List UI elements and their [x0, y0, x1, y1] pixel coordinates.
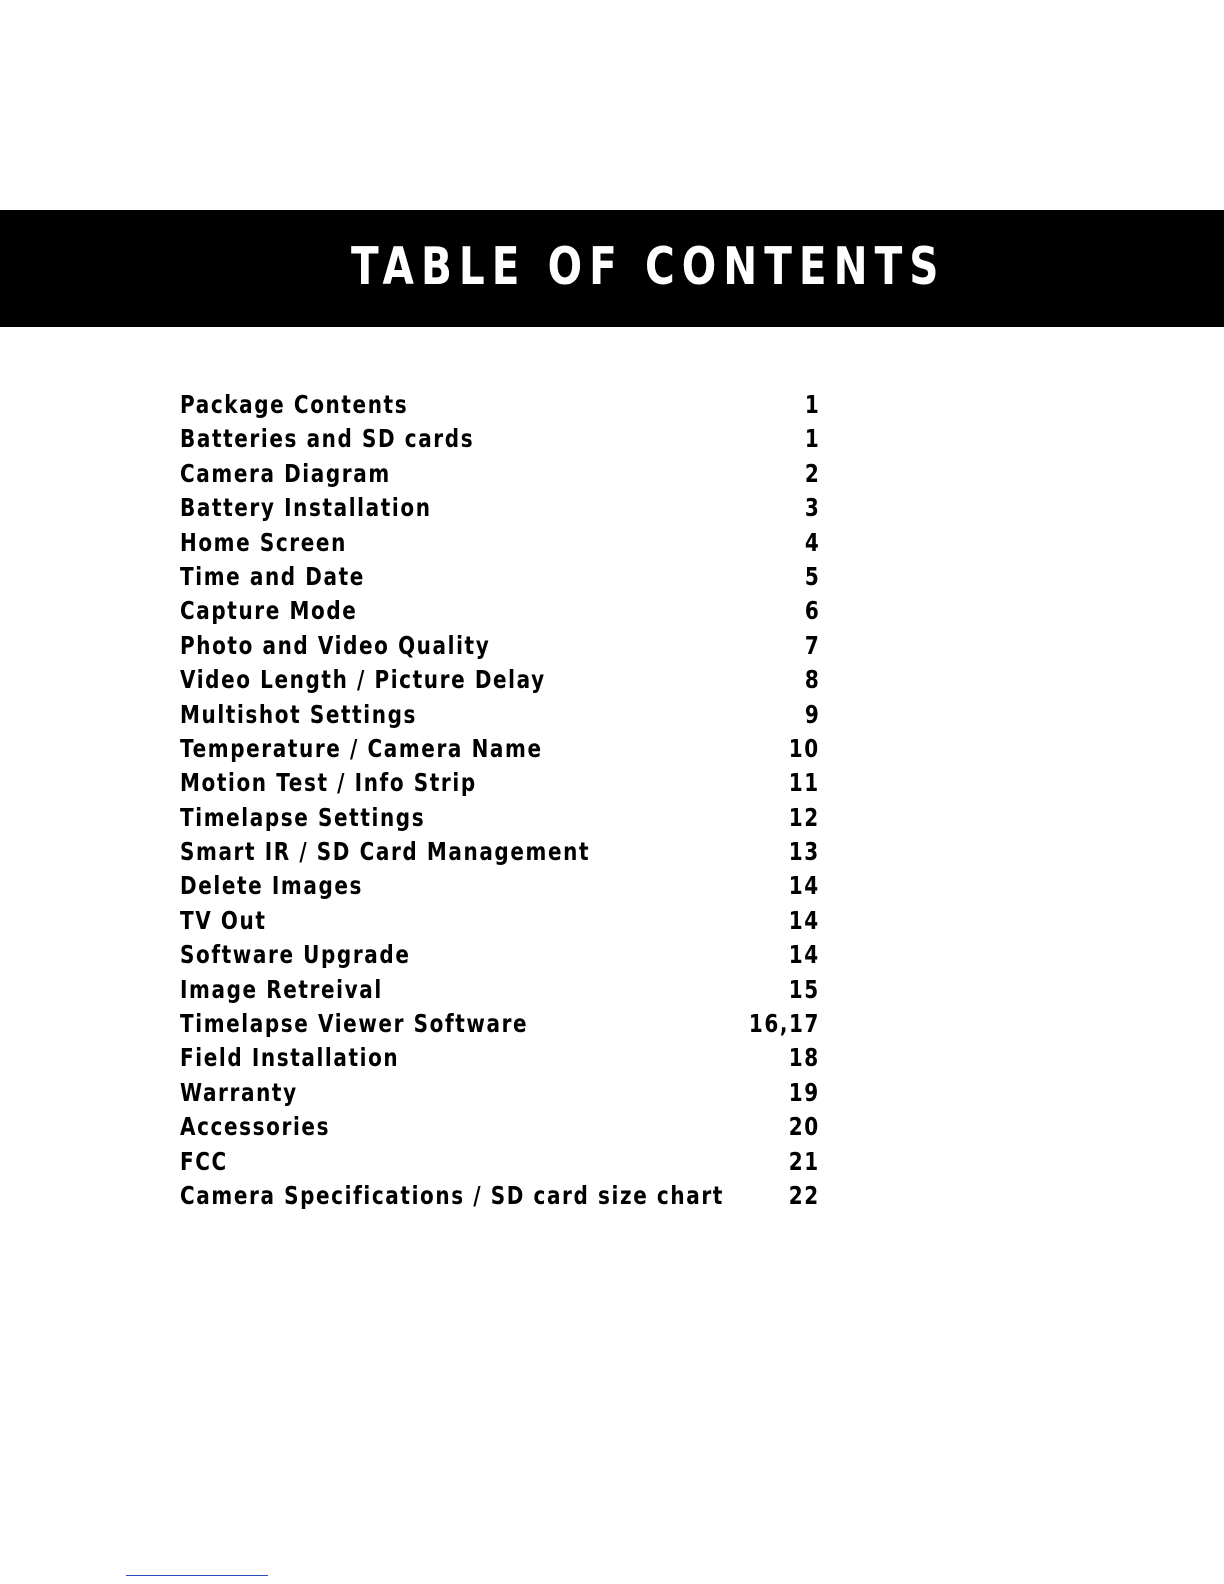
- toc-entry-page: 1: [804, 424, 820, 454]
- toc-entry-title: Photo and Video Quality: [180, 630, 491, 660]
- toc-entry-page: 7: [804, 630, 820, 660]
- toc-entry[interactable]: [180, 766, 830, 800]
- toc-entry-title: Camera Diagram: [180, 458, 391, 488]
- toc-entry[interactable]: [180, 457, 830, 491]
- toc-entry-page: 22: [788, 1180, 820, 1210]
- toc-entry[interactable]: [180, 732, 830, 766]
- title-band: [0, 210, 1224, 327]
- toc-entry-title: Home Screen: [180, 527, 347, 557]
- toc-entry-page: 20: [788, 1112, 820, 1142]
- toc-entry-title: TV Out: [180, 905, 267, 935]
- toc-entry-page: 14: [788, 905, 820, 935]
- toc-entry[interactable]: [180, 526, 830, 560]
- toc-entry-title: Warranty: [180, 1077, 298, 1107]
- toc-entry-title: Time and Date: [180, 561, 365, 591]
- toc-entry[interactable]: [180, 1076, 830, 1110]
- toc-entry[interactable]: [180, 938, 830, 972]
- toc-entry[interactable]: [180, 835, 830, 869]
- toc-entry[interactable]: [180, 1145, 830, 1179]
- page-title: TABLE OF CONTENTS: [351, 237, 946, 297]
- toc-entry-title: Software Upgrade: [180, 940, 411, 970]
- toc-entry-title: Motion Test / Info Strip: [180, 768, 477, 798]
- toc-entry-title: Field Installation: [180, 1043, 400, 1073]
- toc-entry-page: 21: [788, 1146, 820, 1176]
- toc-entry[interactable]: [180, 904, 830, 938]
- toc-entry-page: 10: [788, 733, 820, 763]
- toc-entry-title: Smart IR / SD Card Management: [180, 837, 591, 867]
- toc-entry-page: 4: [804, 527, 820, 557]
- toc-entry[interactable]: [180, 388, 830, 422]
- toc-entry[interactable]: [180, 698, 830, 732]
- toc-entry-page: 8: [804, 665, 820, 695]
- toc-entry[interactable]: [180, 560, 830, 594]
- toc-entry[interactable]: [180, 1007, 830, 1041]
- toc-entry-page: 11: [788, 768, 820, 798]
- toc-entry[interactable]: [180, 869, 830, 903]
- toc-entry-page: 12: [788, 802, 820, 832]
- toc-entry-page: 3: [804, 493, 820, 523]
- toc-entry-page: 2: [804, 458, 820, 488]
- toc-entry-page: 6: [804, 596, 820, 626]
- toc-entry-page: 18: [788, 1043, 820, 1073]
- toc-list: [180, 388, 830, 1213]
- toc-entry[interactable]: [180, 422, 830, 456]
- toc-entry-title: Image Retreival: [180, 974, 383, 1004]
- toc-entry-title: Accessories: [180, 1112, 331, 1142]
- toc-entry-title: Batteries and SD cards: [180, 424, 475, 454]
- toc-entry[interactable]: [180, 801, 830, 835]
- toc-entry-page: 1: [804, 390, 820, 419]
- toc-entry[interactable]: [180, 594, 830, 628]
- toc-entry-page: 5: [804, 561, 820, 591]
- toc-entry-title: Timelapse Settings: [180, 802, 426, 832]
- toc-entry[interactable]: [180, 973, 830, 1007]
- toc-entry-page: 14: [788, 940, 820, 970]
- toc-entry-page: 13: [788, 837, 820, 867]
- toc-entry-page: 15: [788, 974, 820, 1004]
- toc-entry-title: Temperature / Camera Name: [180, 733, 543, 763]
- toc-entry-title: Battery Installation: [180, 493, 432, 523]
- toc-entry[interactable]: [180, 1041, 830, 1075]
- toc-entry-page: 19: [788, 1077, 820, 1107]
- toc-entry-title: Capture Mode: [180, 596, 358, 626]
- toc-entry[interactable]: [180, 1179, 830, 1213]
- toc-entry-page: 14: [788, 871, 820, 901]
- toc-entry-title: Delete Images: [180, 871, 364, 901]
- toc-entry-title: Package Contents: [180, 390, 409, 419]
- toc-entry-page: 9: [804, 699, 820, 729]
- toc-entry-title: Multishot Settings: [180, 699, 418, 729]
- toc-entry-page: 16,17: [748, 1009, 820, 1039]
- footer-rule: [126, 1575, 268, 1576]
- toc-entry-title: Camera Specifications / SD card size chart: [180, 1180, 724, 1210]
- toc-entry[interactable]: [180, 629, 830, 663]
- toc-entry-title: Timelapse Viewer Software: [180, 1009, 529, 1039]
- toc-entry[interactable]: [180, 1110, 830, 1144]
- toc-entry[interactable]: [180, 491, 830, 525]
- toc-entry[interactable]: [180, 663, 830, 697]
- toc-entry-title: FCC: [180, 1146, 228, 1176]
- toc-entry-title: Video Length / Picture Delay: [180, 665, 546, 695]
